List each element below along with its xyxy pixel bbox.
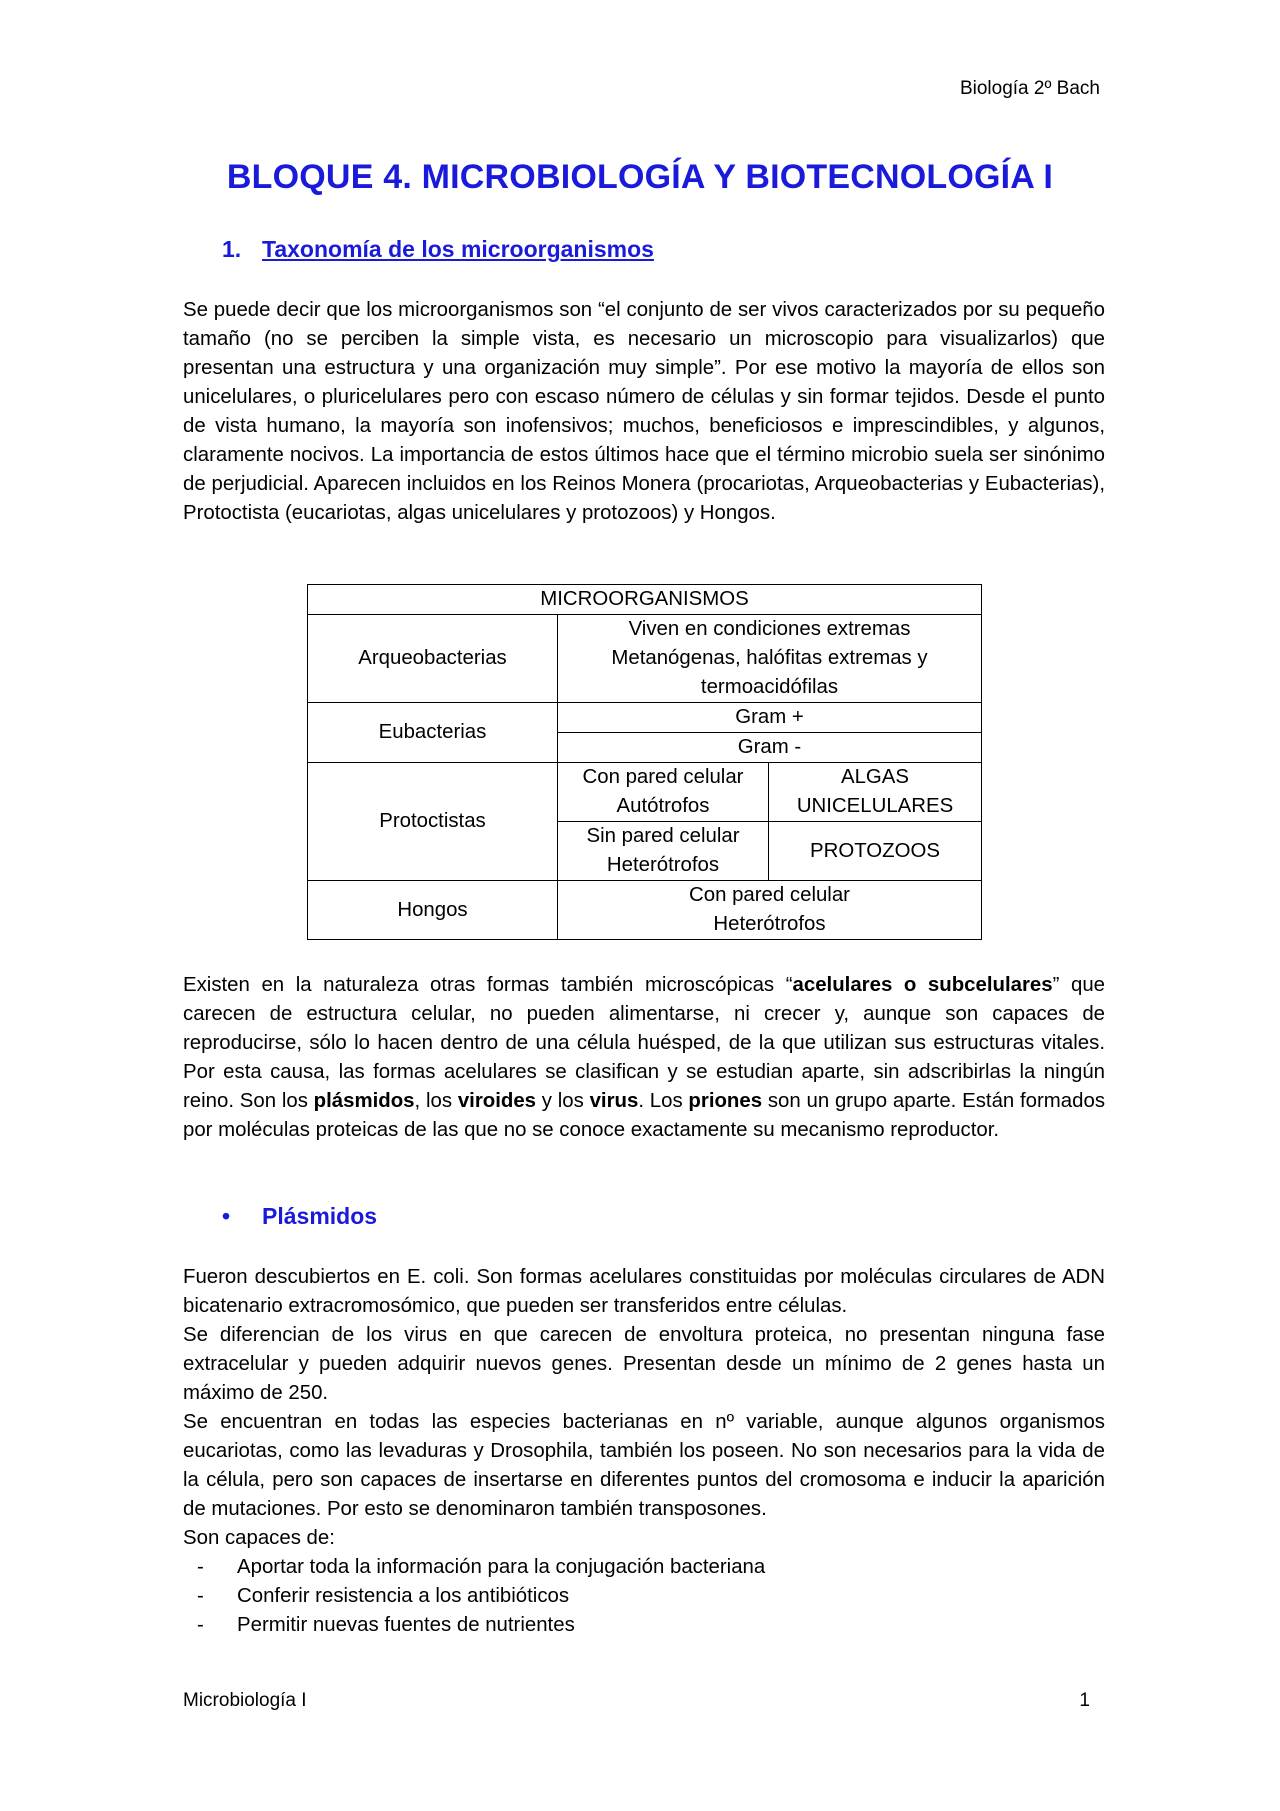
cell-line: Con pared celular bbox=[689, 884, 850, 906]
page-number: 1 bbox=[1079, 1690, 1090, 1711]
cell-arqueo-desc bbox=[558, 615, 982, 703]
plasmidos-section bbox=[183, 1263, 1105, 1640]
cell-line: Metanógenas, halófitas extremas y bbox=[611, 647, 928, 669]
cell-sin-pared-heterotrofos bbox=[558, 822, 769, 881]
cell-hongos-desc bbox=[558, 881, 982, 940]
acelular-paragraph bbox=[183, 971, 1105, 1145]
intro-paragraph: Se puede decir que los microorganismos son “el conjunto de ser vivos caracterizados por su pequeño tamaño (no se perciben la simple vista, es necesario un microscopio para visualizarlos) que presentan una estructura y una organización muy simple”. Por ese motivo la mayoría de ellos son unicelulares, o pluricelulares pero con escaso número de células y sin formar tejidos. Desde el punto de vista humano, la mayoría son inofensivos; muchos, beneficiosos e imprescindibles, y algunos, claramente nocivos. La importancia de estos últimos hace que el término microbio suela ser sinónimo de perjudicial. Aparecen incluidos en los Reinos Monera (procariotas, Arqueobacterias y Eubacterias), Protoctista (eucariotas, algas unicelulares y protozoos) y Hongos. bbox=[183, 299, 1105, 524]
acelular-section bbox=[183, 971, 1105, 1145]
section-title: Plásmidos bbox=[262, 1203, 378, 1229]
cell-line: Con pared celular bbox=[582, 766, 744, 788]
section-title: Taxonomía de los microorganismos bbox=[262, 236, 654, 262]
cell-line: UNICELULARES bbox=[796, 795, 954, 817]
text-run: , los bbox=[414, 1090, 458, 1112]
dash-bullet: - bbox=[197, 1585, 204, 1607]
cell-line: Autótrofos bbox=[616, 795, 710, 817]
cell-line: Viven en condiciones extremas bbox=[628, 618, 911, 640]
cell-algas-unicelulares bbox=[769, 763, 982, 822]
cell-protozoos: PROTOZOOS bbox=[769, 822, 982, 881]
list-item-text: Conferir resistencia a los antibióticos bbox=[237, 1585, 570, 1607]
cell-hongos: Hongos bbox=[308, 881, 558, 940]
section-heading-plasmidos bbox=[222, 1203, 377, 1230]
bold-term: priones bbox=[688, 1090, 763, 1112]
text-run: ” que carecen de estructura celular, no pueden alimentarse, ni crecer y, aunque son capaces de reproducirse, sólo lo hacen dentro de una célula huésped, de la que utilizan sus estructuras vitales. Por esta causa, las formas acelulares se clasifican y se estudian aparte, sin adscribirlas la ningún reino. Son los bbox=[183, 974, 1105, 1112]
bullet-icon: • bbox=[222, 1203, 231, 1229]
table-header: MICROORGANISMOS bbox=[308, 585, 982, 615]
plasmidos-paragraph-2: Se diferencian de los virus en que carecen de envoltura proteica, no presentan ninguna fase extracelular y pueden adquirir nuevos genes. Presentan desde un mínimo de 2 genes hasta un máximo de 250. bbox=[183, 1324, 1105, 1404]
bold-term: plásmidos bbox=[313, 1090, 415, 1112]
page-title: BLOQUE 4. MICROBIOLOGÍA Y BIOTECNOLOGÍA I bbox=[226, 158, 1054, 196]
cell-gram-neg: Gram - bbox=[558, 733, 982, 763]
cell-line: Sin pared celular bbox=[586, 825, 740, 847]
text-run: y los bbox=[536, 1090, 590, 1112]
list-item bbox=[183, 1553, 1105, 1582]
plasmidos-paragraph-4: Son capaces de: bbox=[183, 1527, 335, 1549]
text-run: son un grupo aparte. Están formados por moléculas proteicas de las que no se conoce exactamente su mecanismo reproductor. bbox=[183, 1090, 1106, 1141]
cell-con-pared-autotrofos bbox=[558, 763, 769, 822]
text-run: Existen en la naturaleza otras formas también microscópicas “ bbox=[183, 974, 793, 996]
cell-line: termoacidófilas bbox=[700, 676, 839, 698]
cell-protoctistas: Protoctistas bbox=[308, 763, 558, 881]
list-item bbox=[183, 1582, 1105, 1611]
cell-eubacterias: Eubacterias bbox=[308, 703, 558, 763]
plasmidos-paragraph-1: Fueron descubiertos en E. coli. Son formas acelulares constituidas por moléculas circulares de ADN bicatenario extracromosómico, que pueden ser transferidos entre células. bbox=[183, 1266, 1105, 1317]
list-item-text: Permitir nuevas fuentes de nutrientes bbox=[237, 1614, 575, 1636]
microorganisms-table bbox=[307, 584, 982, 940]
table-header-row bbox=[308, 585, 982, 615]
section-number: 1. bbox=[222, 236, 242, 262]
list-item-text: Aportar toda la información para la conjugación bacteriana bbox=[237, 1556, 766, 1578]
dash-bullet: - bbox=[197, 1556, 204, 1578]
capabilities-list bbox=[183, 1553, 1105, 1640]
bold-term: acelulares o subcelulares bbox=[792, 974, 1053, 996]
cell-gram-pos: Gram + bbox=[558, 703, 982, 733]
cell-arqueobacterias: Arqueobacterias bbox=[308, 615, 558, 703]
cell-line: Heterótrofos bbox=[713, 913, 826, 935]
section-heading-taxonomia bbox=[222, 236, 654, 263]
header-subject: Biología 2º Bach bbox=[959, 78, 1100, 99]
table-row-hongos bbox=[308, 881, 982, 940]
table-row-arqueobacterias bbox=[308, 615, 982, 703]
bold-term: viroides bbox=[457, 1090, 537, 1112]
cell-line: Heterótrofos bbox=[606, 854, 720, 876]
dash-bullet: - bbox=[197, 1614, 204, 1636]
intro-section bbox=[183, 296, 1105, 528]
plasmidos-paragraph-3: Se encuentran en todas las especies bacterianas en nº variable, aunque algunos organismos eucariotas, como las levaduras y Drosophila, también los poseen. No son necesarios para la vida de la célula, pero son capaces de insertarse en diferentes puntos del cromosoma e inducir la aparición de mutaciones. Por esto se denominaron también transposones. bbox=[183, 1411, 1105, 1520]
text-run: . Los bbox=[638, 1090, 689, 1112]
table-row-protoctistas bbox=[308, 763, 982, 822]
list-item bbox=[183, 1611, 1105, 1640]
footer-title: Microbiología I bbox=[183, 1690, 307, 1711]
table-row-eubacterias bbox=[308, 703, 982, 733]
cell-line: ALGAS bbox=[840, 766, 909, 788]
bold-term: virus bbox=[589, 1090, 639, 1112]
